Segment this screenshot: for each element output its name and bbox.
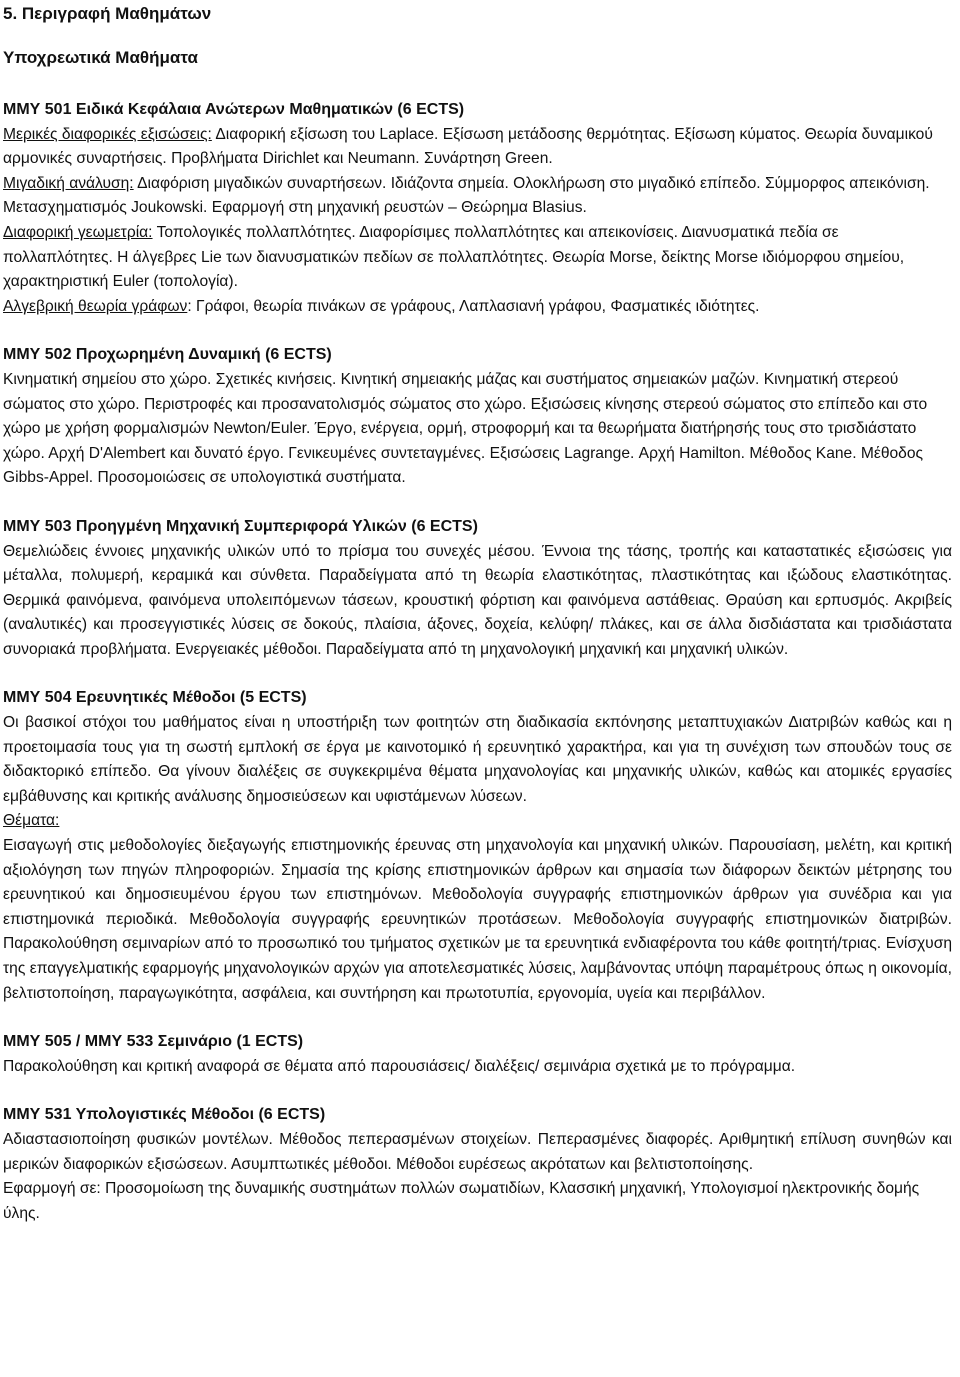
course-503	[3, 515, 952, 663]
course-title: ΜΜΥ 502 Προχωρημένη Δυναμική (6 ECTS)	[3, 346, 332, 364]
course-topics: Εισαγωγή στις μεθοδολογίες διεξαγωγής επιστημονικής έρευνας στη μηχανολογία και μηχανική υλικών. Παρουσίαση, μελέτη, και κριτική αξιολόγηση των πηγών πληροφοριών. Σημασία της κρίσης επιστημονικών άρθρων και σημασία των διάφορων δεικτών μέτρησης του ερευνητικού και δημοσιευμένου έργου των επιστημόνων. Μεθοδολογία συγγραφής επιστημονικών άρθρων για συνέδρια και για επιστημονικά περιοδικά. Μεθοδολογία συγγραφής ερευνητικών προτάσεων. Μεθοδολογία συγγραφής επιστημονικών διατριβών. Παρακολούθηση σεμιναρίων από το προσωπικό του τμήματος σχετικών με τα ερευνητικά ενδιαφέροντα του κάθε φοιτητή/τριας. Ενίσχυση της επαγγελματικής εφαρμογής μηχανολογικών αρχών για αποτελεσματικές λύσεις, λαμβάνοντας υπόψη παραμέτρους όπως η οικονομία, βελτιστοποίηση, παραγωγικότητα, ασφάλεια, και συντήρηση και πρωτοτυπία, εργονομία, υγεία και περιβάλλον.	[3, 837, 952, 1002]
course-paragraph	[3, 295, 952, 320]
course-title: ΜΜΥ 531 Υπολογιστικές Μέθοδοι (6 ECTS)	[3, 1106, 326, 1124]
course-paragraph	[3, 123, 952, 172]
course-title: ΜΜΥ 505 / ΜΜΥ 533 Σεμινάριο (1 ECTS)	[3, 1033, 304, 1051]
course-paragraph	[3, 172, 952, 221]
course-501	[3, 98, 952, 319]
course-description: Κινηματική σημείου στο χώρο. Σχετικές κινήσεις. Κινητική σημειακής μάζας και συστήματος σημειακών μαζών. Κινηματική στερεού σώματος στο χώρο. Περιστροφές και προσανατολισμός σώματος στο χώρο. Εξισώσεις κίνησης στερεού σώματος στο επίπεδο και στο χώρο με χρήση φορμαλισμών Newton/Euler. Έργο, ενέργεια, ορμή, στροφορμή και τα θεωρήματα διατήρησής τους στο τρισδιάστατο χώρο. Αρχή D'Alembert και δυνατό έργο. Γενικευμένες συντεταγμένες. Εξισώσεις Lagrange. Αρχή Hamilton. Μέθοδος Kane. Μέθοδος Gibbs-Appel. Προσομοιώσεις σε υπολογιστικά συστήματα.	[3, 370, 928, 487]
course-description: Παρακολούθηση και κριτική αναφορά σε θέματα από παρουσιάσεις/ διαλέξεις/ σεμινάρια σχετικά με το πρόγραμμα.	[3, 1057, 796, 1075]
subheading: Υποχρεωτικά Μαθήματα	[3, 48, 198, 67]
course-description: Θεμελιώδεις έννοιες μηχανικής υλικών υπό το πρίσμα του συνεχές μέσου. Έννοια της τάσης, τροπής και καταστατικές εξισώσεις για μέταλλα, πολυμερή, κεραμικά και σύνθετα. Παραδείγματα από τη θεωρία ελαστικότητας, πλαστικότητας και ιξώδους ελαστικότητας. Θερμικά φαινόμενα, φαινόμενα υπολειπόμενων τάσεων, κρουστική φόρτιση και φαινόμενα αστάθειας. Θραύση και ερπυσμός. Ακριβείς (αναλυτικές) και προσεγγιστικές λύσεις σε δοκούς, πλαίσια, άξονες, δοχεία, κελύφη/ πλάκες, και σε άλλα δισδιάστατα και τρισδιάστατα συνοριακά προβλήματα. Ενεργειακές μέθοδοι. Παραδείγματα από τη μηχανολογική μηχανική και μηχανική υλικών.	[3, 542, 952, 658]
topic-text: Τοπολογικές πολλαπλότητες. Διαφορίσιμες πολλαπλότητες και απεικονίσεις. Διανυσματικά πεδία σε πολλαπλότητες. Η άλγεβρες Lie των διανυσματικών πεδίων σε πολλαπλότητες. Θεωρία Morse, δείκτης Morse ιδιόμορφου σημείου, χαρακτηριστική Euler (τοπολογία).	[3, 223, 905, 291]
course-531	[3, 1103, 952, 1226]
topic-label: Αλγεβρική θεωρία γράφων	[3, 297, 188, 315]
document-page	[0, 2, 960, 1377]
topic-text: Διαφόριση μιγαδικών συναρτήσεων. Ιδιάζοντα σημεία. Ολοκλήρωση στο μιγαδικό επίπεδο. Σύμμορφος απεικόνιση. Μετασχηματισμός Joukowski. Εφαρμογή στη μηχανική ρευστών – Θεώρημα Blasius.	[3, 174, 930, 217]
topic-text: Διαφορική εξίσωση του Laplace. Εξίσωση μετάδοσης θερμότητας. Εξίσωση κύματος. Θεωρία δυναμικού αρμονικές συναρτήσεις. Προβλήματα Dirichlet και Neumann. Συνάρτηση Green.	[3, 125, 933, 168]
course-title: ΜΜΥ 503 Προηγμένη Μηχανική Συμπεριφορά Υλικών (6 ECTS)	[3, 517, 478, 535]
topic-text: : Γράφοι, θεωρία πινάκων σε γράφους, Λαπλασιανή γράφου, Φασματικές ιδιότητες.	[187, 297, 760, 315]
course-505	[3, 1030, 952, 1079]
topic-label: Μιγαδική ανάλυση:	[3, 174, 134, 192]
course-502	[3, 343, 952, 491]
course-title: ΜΜΥ 504 Ερευνητικές Μέθοδοι (5 ECTS)	[3, 689, 307, 707]
topic-label: Διαφορική γεωμετρία:	[3, 223, 153, 241]
course-description: Αδιαστασιοποίηση φυσικών μοντέλων. Μέθοδος πεπερασμένων στοιχείων. Πεπερασμένες διαφορές. Αριθμητική επίλυση συνηθών και μερικών διαφορικών εξισώσεων. Ασυμπτωτικές μέθοδοι. Μέθοδοι ευρέσεως ακρότατων και βελτιστοποίησης.	[3, 1130, 952, 1173]
course-title: ΜΜΥ 501 Ειδικά Κεφάλαια Ανώτερων Μαθηματικών (6 ECTS)	[3, 101, 465, 118]
course-paragraph	[3, 221, 952, 295]
course-applications: Εφαρμογή σε: Προσομοίωση της δυναμικής συστημάτων πολλών σωματιδίων, Κλασσική μηχανική, Υπολογισμοί ηλεκτρονικής δομής ύλης.	[3, 1180, 920, 1222]
course-description: Οι βασικοί στόχοι του μαθήματος είναι η υποστήριξη των φοιτητών στη διαδικασία εκπόνησης μεταπτυχιακών Διατριβών καθώς και η προετοιμασία τους για τη σωστή εμπλοκή σε έργα με καινοτομικό ή ερευνητικό χαρακτήρα, και για τη συνέχιση των σπουδών τους σε διδακτορικό επίπεδο. Θα γίνουν διαλέξεις σε συγκεκριμένα θέματα μηχανολογίας και μηχανικής υλικών, καθώς και ατομικές εργασίες εμβάθυνσης και κριτικής ανάλυσης δημοσιεύσεων και υφιστάμενων λύσεων.	[3, 714, 952, 805]
topic-label: Μερικές διαφορικές εξισώσεις:	[3, 125, 212, 143]
course-504	[3, 686, 952, 1006]
topics-label: Θέματα:	[3, 812, 60, 830]
section-heading: 5. Περιγραφή Μαθημάτων	[3, 4, 212, 23]
